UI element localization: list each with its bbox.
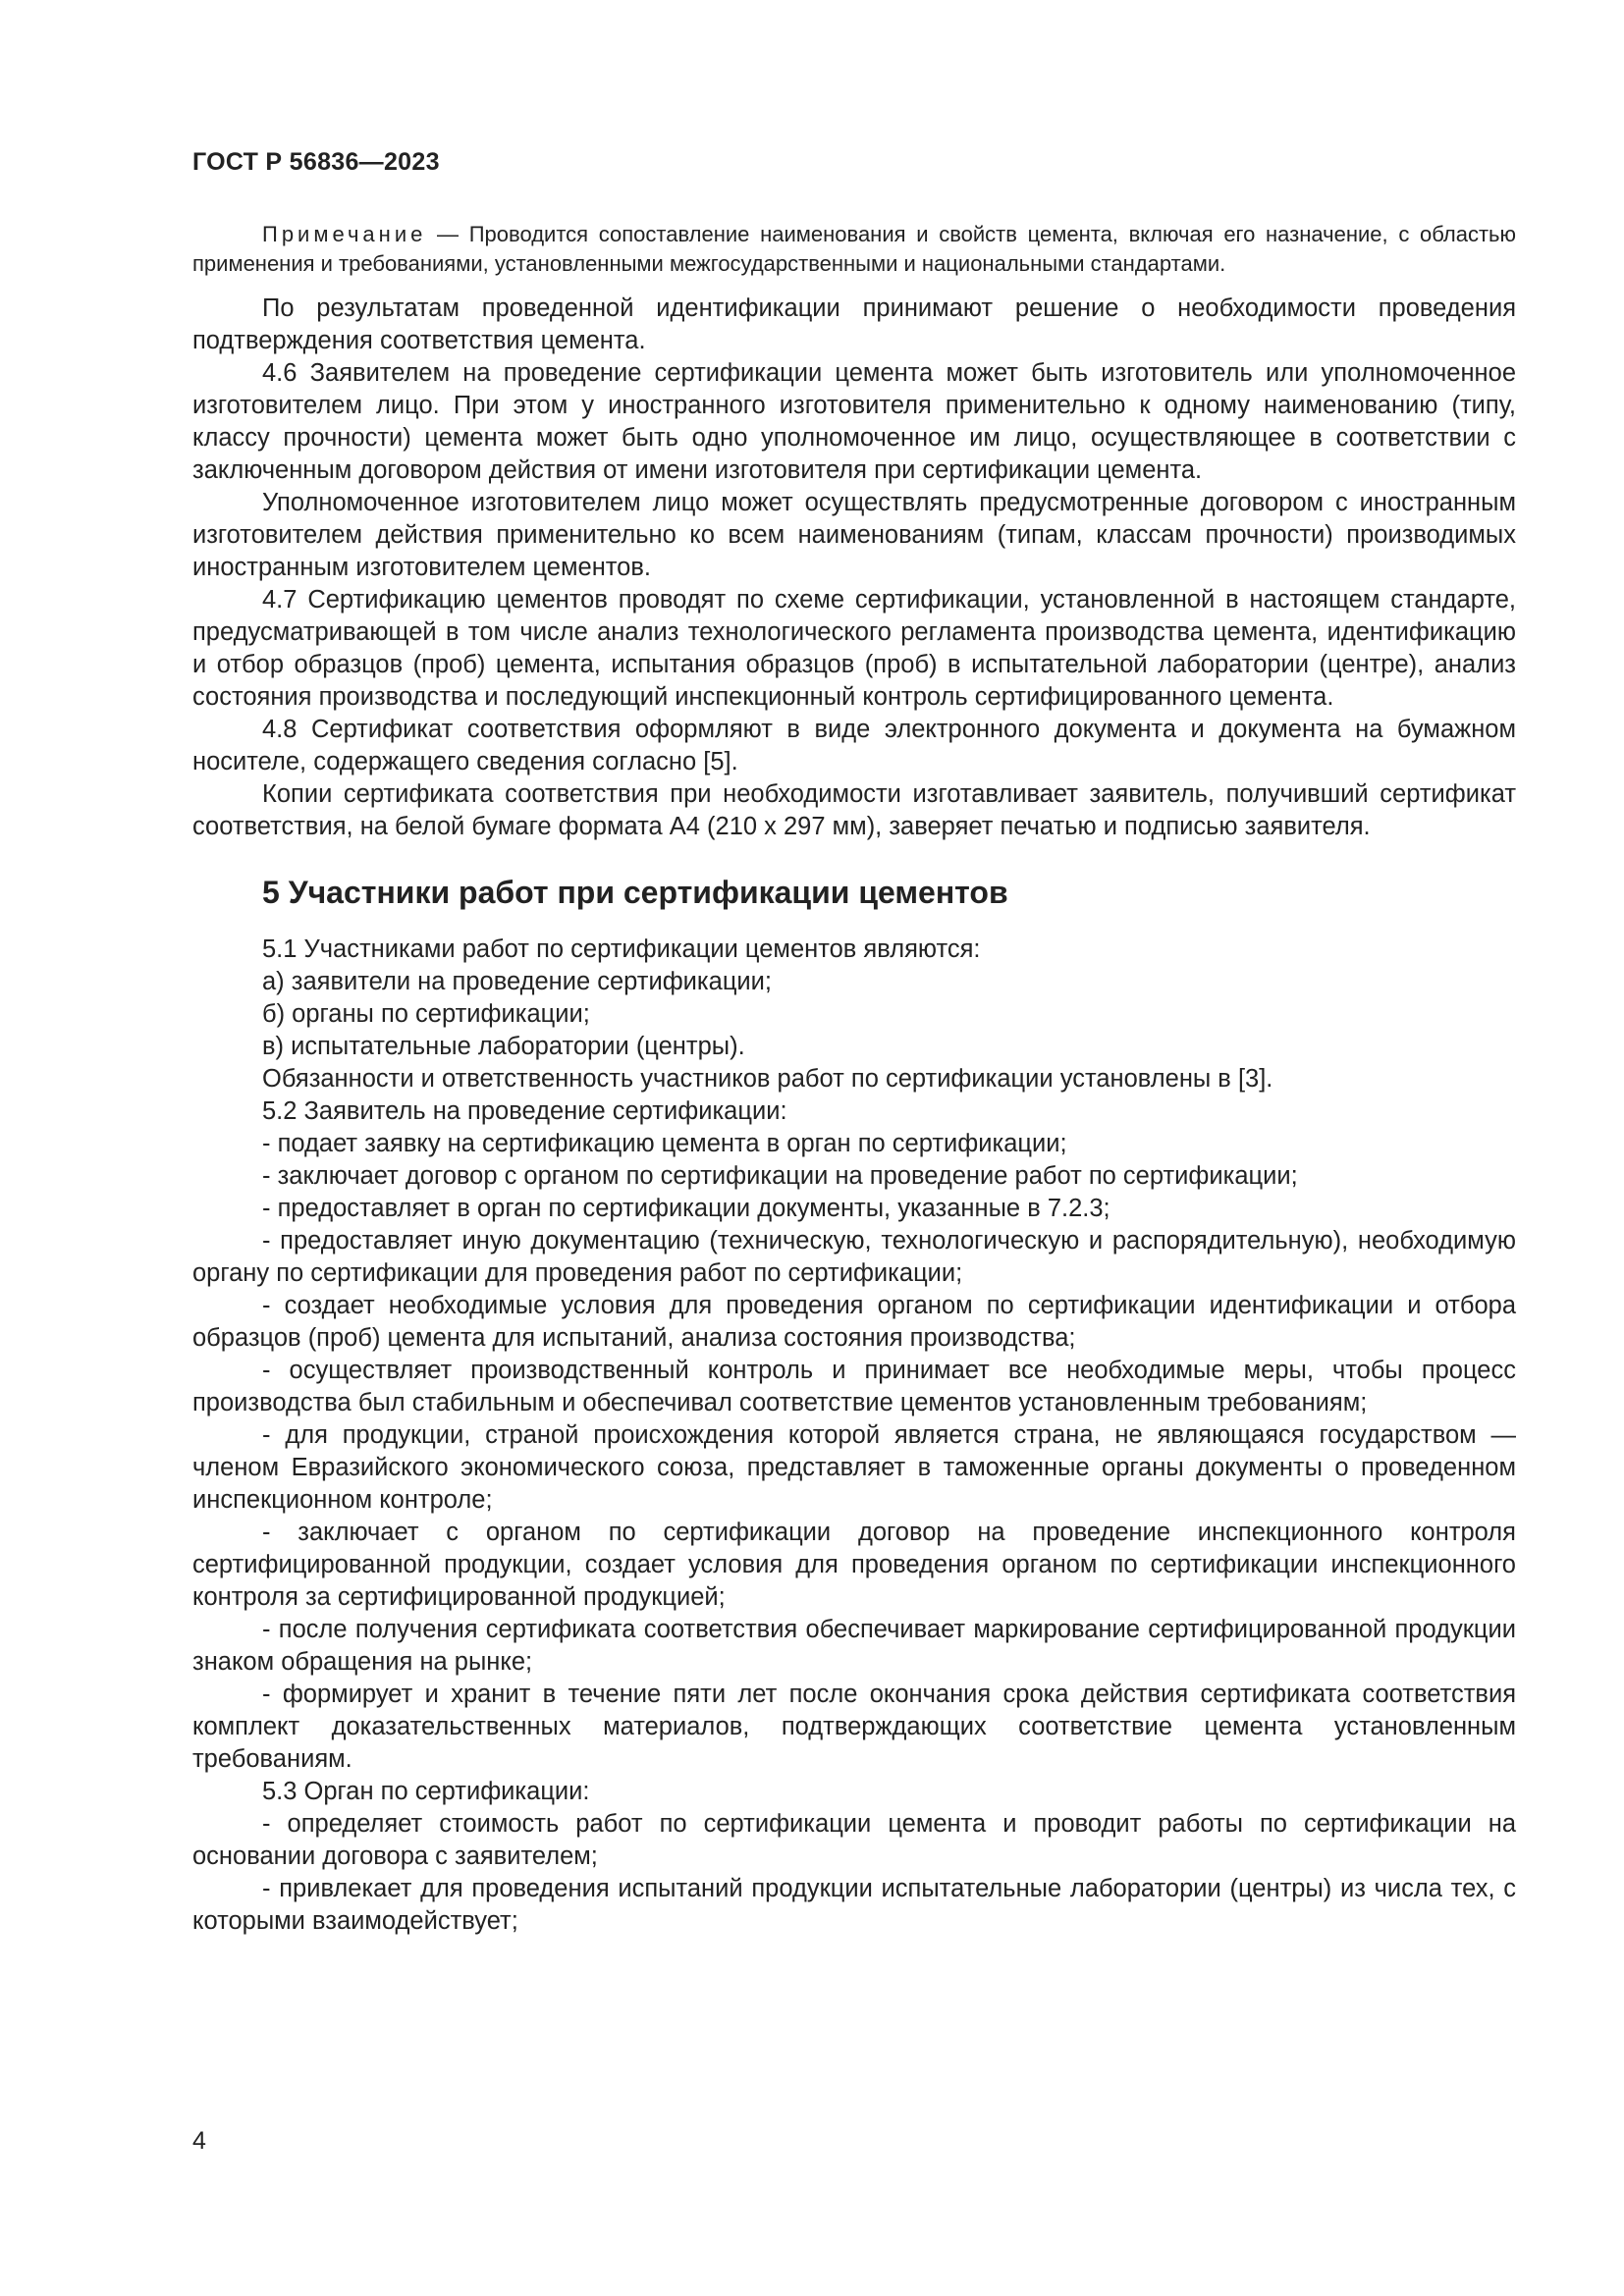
page-body [192,220,1516,1938]
body-paragraph: Обязанности и ответственность участников работ по сертификации установлены в [3]. [262,1065,1273,1093]
note-label: Примечание [262,222,427,246]
top-paragraph-list [192,293,1516,843]
body-paragraph: - подает заявку на сертификацию цемента в орган по сертификации; [262,1130,1067,1157]
section-heading: 5 Участники работ при сертификации цементов [262,875,1008,910]
note-text: — Проводится сопоставление наименования и свойств цемента, включая его назначение, с областью применения и требованиями, установленными межгосударственными и национальными стандартами. [192,222,1516,276]
section-paragraph-list [192,934,1516,1938]
body-paragraph: - формирует и хранит в течение пяти лет после окончания срока действия сертификата соответствия комплект доказательственных материалов, подтверждающих соответствие цемента установленным требованиям. [192,1681,1516,1773]
body-paragraph: - осуществляет производственный контроль и принимает все необходимые меры, чтобы процесс производства был стабильным и обеспечивал соответствие цементов установленным требованиям; [192,1357,1516,1416]
body-paragraph: Уполномоченное изготовителем лицо может осуществлять предусмотренные договором с иностранным изготовителем действия применительно ко всем наименованиям (типам, классам прочности) производимых иностранным изготовителем цементов. [192,489,1516,581]
body-paragraph: - предоставляет в орган по сертификации документы, указанные в 7.2.3; [262,1195,1110,1222]
body-paragraph: - после получения сертификата соответствия обеспечивает маркирование сертифицированной продукции знаком обращения на рынке; [192,1616,1516,1676]
body-paragraph: - определяет стоимость работ по сертификации цемента и проводит работы по сертификации на основании договора с заявителем; [192,1810,1516,1870]
body-paragraph: б) органы по сертификации; [262,1000,590,1028]
body-paragraph: - заключает договор с органом по сертификации на проведение работ по сертификации; [262,1162,1298,1190]
document-header: ГОСТ Р 56836—2023 [192,148,440,176]
body-paragraph: - для продукции, страной происхождения которой является страна, не являющаяся государством — членом Евразийского экономического союза, представляет в таможенные органы документы о проведенном инспекционном контроле; [192,1421,1516,1514]
body-paragraph: По результатам проведенной идентификации принимают решение о необходимости проведения подтверждения соответствия цемента. [192,294,1516,354]
body-paragraph: 4.8 Сертификат соответствия оформляют в виде электронного документа и документа на бумажном носителе, содержащего сведения согласно [5]. [192,716,1516,775]
body-paragraph: 5.2 Заявитель на проведение сертификации: [262,1097,787,1125]
body-paragraph: а) заявители на проведение сертификации; [262,968,773,995]
body-paragraph: 4.7 Сертификацию цементов проводят по схеме сертификации, установленной в настоящем стандарте, предусматривающей в том числе анализ технологического регламента производства цемента, идентификацию и отбор образцов (проб) цемента, испытания образцов (проб) в испытательной лаборатории (центре), анализ состояния производства и последующий инспекционный контроль сертифицированного цемента. [192,586,1516,711]
body-paragraph: - предоставляет иную документацию (техническую, технологическую и распорядительную), необходимую органу по сертификации для проведения работ по сертификации; [192,1227,1516,1287]
body-paragraph: 5.1 Участниками работ по сертификации цементов являются: [262,935,981,963]
body-paragraph: - создает необходимые условия для проведения органом по сертификации идентификации и отбора образцов (проб) цемента для испытаний, анализа состояния производства; [192,1292,1516,1352]
body-paragraph: 4.6 Заявителем на проведение сертификации цемента может быть изготовитель или уполномоченное изготовителем лицо. При этом у иностранного изготовителя применительно к одному наименованию (типу, классу прочности) цемента может быть одно уполномоченное им лицо, осуществляющее в соответствии с заключенным договором действия от имени изготовителя при сертификации цемента. [192,359,1516,484]
page-number: 4 [192,2127,206,2155]
body-paragraph: - заключает с органом по сертификации договор на проведение инспекционного контроля сертифицированной продукции, создает условия для проведения органом по сертификации инспекционного контроля за сертифицированной продукцией; [192,1519,1516,1611]
note-paragraph [192,220,1516,279]
body-paragraph: в) испытательные лаборатории (центры). [262,1033,745,1060]
body-paragraph: 5.3 Орган по сертификации: [262,1778,590,1805]
body-paragraph: Копии сертификата соответствия при необходимости изготавливает заявитель, получивший сертификат соответствия, на белой бумаге формата А4 (210 х 297 мм), заверяет печатью и подписью заявителя. [192,780,1516,840]
body-paragraph: - привлекает для проведения испытаний продукции испытательные лаборатории (центры) из числа тех, с которыми взаимодействует; [192,1875,1516,1935]
